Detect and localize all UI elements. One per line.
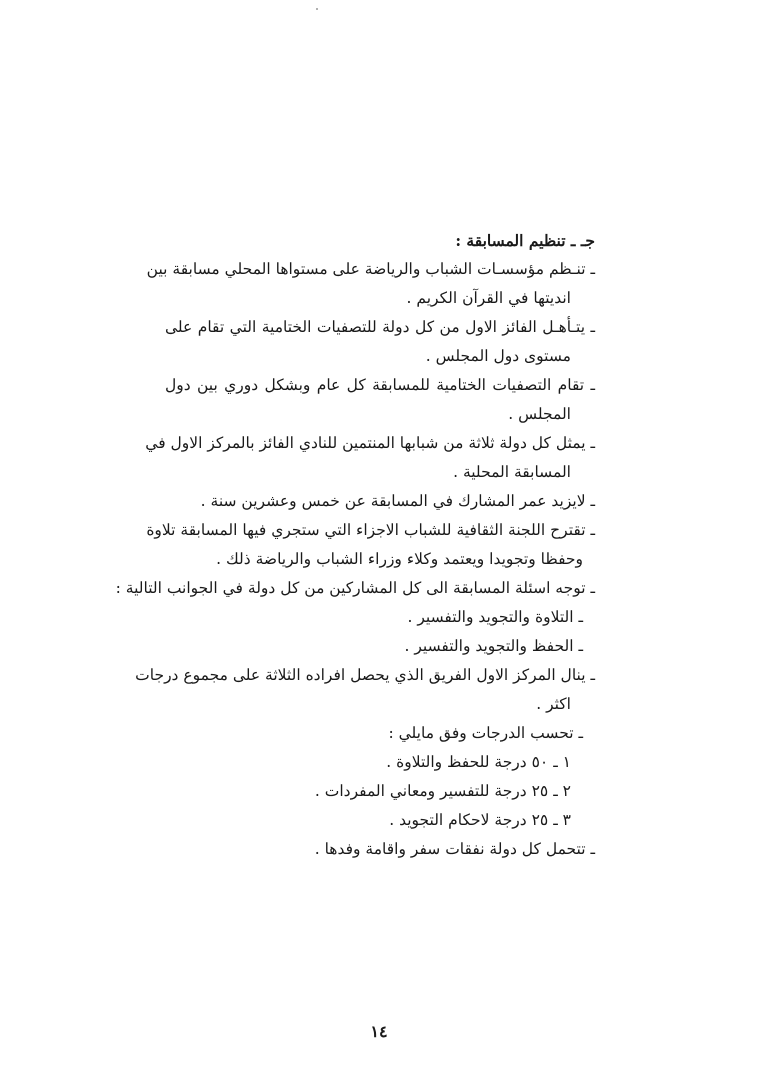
text-line-9: ـ لايزيد عمر المشارك في المسابقة عن خمس وعشرين سنة . (200, 492, 595, 510)
text-line-12: ـ توجه اسئلة المسابقة الى كل المشاركين من كل دولة في الجوانب التالية : (115, 579, 595, 597)
text-line-4: مستوى دول المجلس . (425, 347, 571, 365)
text-line-18: ١ ـ ٥٠ درجة للحفظ والتلاوة . (386, 753, 571, 771)
text-line-1: ـ تنـظم مؤسسـات الشباب والرياضة على مستواها المحلي مسابقة بين (146, 260, 595, 278)
text-line-6: المجلس . (508, 405, 571, 423)
text-line-21: ـ تتحمل كل دولة نفقات سفر واقامة وفدها . (314, 840, 595, 858)
document-body (115, 226, 595, 864)
page-number: ١٤ (370, 1022, 388, 1041)
scan-speck (316, 8, 318, 10)
text-line-19: ٢ ـ ٢٥ درجة للتفسير ومعاني المفردات . (314, 782, 571, 800)
text-line-13: ـ التلاوة والتجويد والتفسير . (407, 608, 583, 626)
text-line-8: المسابقة المحلية . (453, 463, 571, 481)
text-line-11: وحفظا وتجويدا ويعتمد وكلاء وزراء الشباب والرياضة ذلك . (216, 550, 583, 568)
text-line-5: ـ تقام التصفيات الختامية للمسابقة كل عام وبشكل دوري بين دول (165, 376, 595, 394)
text-line-17: ـ تحسب الدرجات وفق مايلي : (388, 724, 583, 742)
text-line-2: انديتها في القرآن الكريم . (406, 289, 571, 307)
text-line-20: ٣ ـ ٢٥ درجة لاحكام التجويد . (389, 811, 571, 829)
text-line-15: ـ ينال المركز الاول الفريق الذي يحصل افراده الثلاثة على مجموع درجات (135, 666, 595, 684)
text-line-10: ـ تقترح اللجنة الثقافية للشباب الاجزاء التي ستجري فيها المسابقة تلاوة (146, 521, 595, 539)
text-line-14: ـ الحفظ والتجويد والتفسير . (404, 637, 583, 655)
text-line-3: ـ يتـأهـل الفائز الاول من كل دولة للتصفيات الختامية التي تقام على (165, 318, 595, 336)
section-heading: جـ ـ تنظيم المسابقة : (455, 231, 595, 250)
text-line-16: اكثر . (536, 695, 571, 713)
text-line-7: ـ يمثل كل دولة ثلاثة من شبابها المنتمين للنادي الفائز بالمركز الاول في (145, 434, 595, 452)
